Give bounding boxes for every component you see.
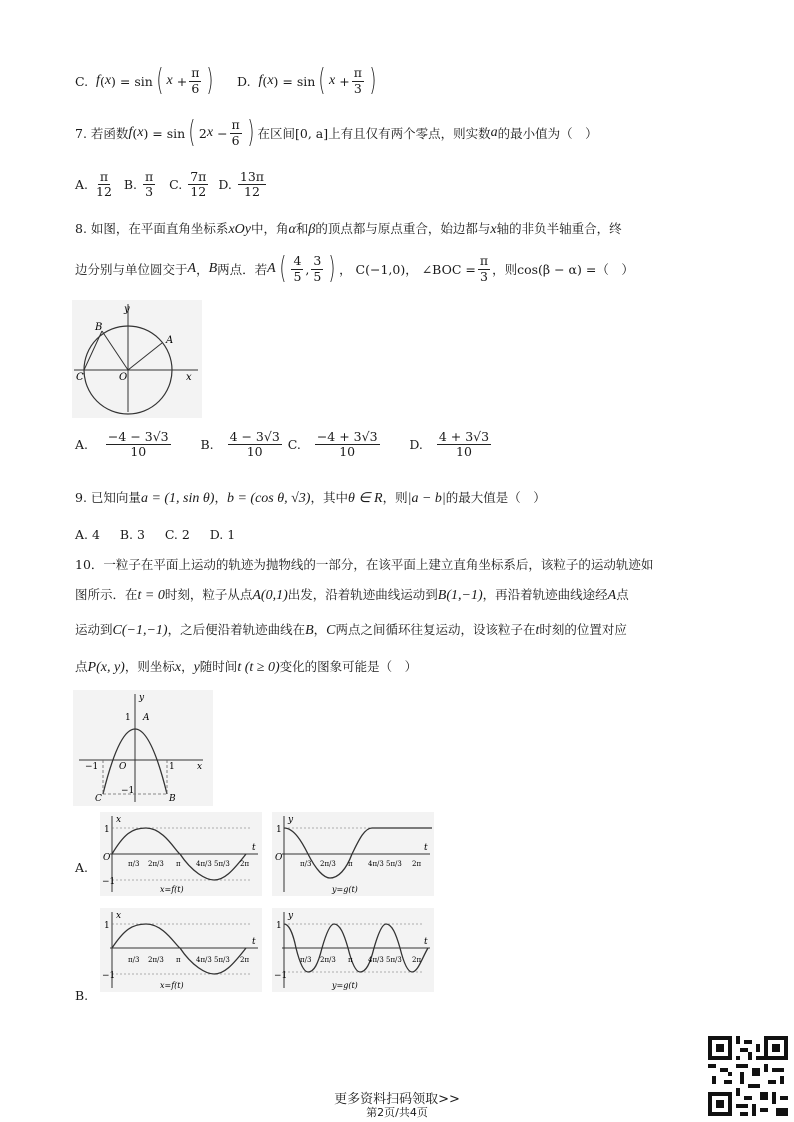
q10-text4c: ， [181, 659, 194, 674]
ga-x-tick-pi: π [176, 860, 181, 868]
q7-option-a-den: 12 [96, 184, 112, 200]
q8-option-b-num: 4 − 3√3 [229, 429, 280, 444]
question-8-line1 [75, 221, 622, 239]
q9-option-d-value: 1 [227, 527, 236, 542]
q8-angle-den: 3 [479, 268, 488, 284]
q7-option-d-num: 13π [239, 169, 265, 184]
q9-text-a: 已知向量 [90, 490, 141, 505]
gb-x-caption: x=f(t) [160, 981, 184, 990]
q10-tn: t [535, 623, 540, 638]
q9-number: 9. [75, 490, 87, 505]
q8-then: ，则 [492, 261, 518, 277]
gb-x-tick-5pi3: 5π/3 [214, 956, 230, 964]
q9-vec-a: a = (1, sin θ) [140, 491, 215, 506]
q10-Cn: C [326, 623, 336, 638]
q7-number: 7. [75, 125, 87, 141]
q7-option-b-num: π [145, 169, 154, 184]
q8-option-d-num: 4 + 3√3 [438, 429, 490, 444]
q10-text2d: ，再沿着轨迹曲线途经 [482, 587, 608, 602]
gb-y-one: 1 [276, 921, 282, 931]
gb-x-tick-2pi3: 2π/3 [148, 956, 164, 964]
q8-option-c-num: −4 + 3√3 [316, 429, 378, 444]
q8-cos: cos(β − α) =（ ） [517, 261, 634, 277]
q10-C1: C(−1,−1) [112, 623, 168, 638]
ga-y-caption: y=g(t) [332, 885, 358, 894]
q10-parabola-figure [73, 690, 213, 806]
fig8-O-label: O [119, 372, 128, 383]
q10-option-b [75, 988, 88, 1003]
q10-text3c: ， [313, 622, 327, 637]
ga-x-one: 1 [104, 825, 110, 835]
option-c-label: C. [75, 73, 89, 89]
ga-y-tick-4pi3: 4π/3 [368, 860, 384, 868]
q10-option-a-label: A. [75, 860, 89, 875]
question-10-line4 [75, 659, 417, 677]
q10-text3d: 两点之间循环往复运动，设该粒子在 [335, 622, 536, 637]
q9-option-a-label: A. [75, 527, 89, 542]
q10-option-a-y-graph [272, 812, 434, 896]
q8-option-b-den: 10 [246, 444, 263, 460]
option-d-label: D. [237, 73, 251, 89]
parab-mone-label: −1 [85, 762, 99, 772]
q8-A: A [187, 260, 197, 276]
q7-option-a-num: π [99, 169, 109, 184]
q8-A-x-den: 5 [293, 268, 302, 284]
q10-B1: B(1,−1) [437, 588, 483, 603]
q8-text1b: 中，角 [250, 221, 289, 236]
gb-y-tick-pi3: π/3 [300, 956, 312, 964]
q9-options [75, 527, 235, 542]
q8-beta: β [308, 222, 316, 237]
ga-x-tick-pi3: π/3 [128, 860, 140, 868]
q9-option-b-value: 3 [136, 527, 145, 542]
gb-y-tick-4pi3: 4π/3 [368, 956, 384, 964]
question-10-line1 [75, 557, 653, 572]
q7-text: 若函数 [90, 125, 129, 141]
question-9 [75, 490, 546, 508]
q10-text1: 10．一粒子在平面上运动的轨迹为抛物线的一部分，在该平面上建立直角坐标系后，该粒子的运动轨迹如 [75, 557, 654, 572]
footer-page-number [0, 1104, 794, 1120]
q7-option-b-den: 3 [145, 184, 154, 200]
q8-text2b: 两点．若 [217, 261, 268, 277]
q7-text-post: 上有且仅有两个零点，则实数 [328, 125, 491, 141]
q9-option-c-label: C. [164, 527, 178, 542]
q10-text4b: ，则坐标 [124, 659, 175, 674]
q10-text2b: 时刻，粒子从点 [164, 587, 253, 602]
q10-option-a [75, 860, 88, 875]
q10-tcond: t (t ≥ 0) [237, 660, 280, 675]
q9-text-d: ，则 [382, 490, 408, 505]
q7-option-c-den: 12 [190, 184, 207, 200]
fig8-y-label: y [124, 304, 130, 315]
q8-option-d-den: 10 [456, 444, 472, 460]
q10-Bn: B [305, 623, 314, 638]
gb-y-caption: y=g(t) [332, 981, 358, 990]
q7-option-d-label: D. [218, 177, 232, 193]
parab-x-label: x [197, 762, 203, 772]
parab-O-label: O [119, 762, 127, 772]
q10-Pxy: P(x, y) [87, 660, 125, 675]
gb-y-tick-2pi: 2π [412, 956, 422, 964]
q8-A-y-den: 5 [313, 268, 322, 284]
q8-text1c: 的顶点都与原点重合，始边都与 [315, 221, 491, 236]
parab-mone2-label: −1 [121, 786, 135, 796]
ga-y-t: t [424, 843, 428, 853]
ga-y-tick-2pi3: 2π/3 [320, 860, 336, 868]
q8-option-a-den: 10 [130, 444, 147, 460]
q9-option-d-label: D. [209, 527, 224, 542]
page-number: 第2页/共4页 [366, 1106, 428, 1119]
q9-text-c: ，其中 [310, 490, 348, 505]
question-10-line2 [75, 587, 629, 605]
gb-y-t: t [424, 937, 428, 947]
ga-x-axis-label: x [116, 815, 122, 825]
question-8-line2: 边分别与单位圆交于 A ， B 两点．若 A ( $\frac{4}{5}$ , $\frac{3}{5}$ ) ， C(−1,0) ， ∠BOC = $\frac{\pi}{3}$ ，则 cos(β − α) =（ ） [75, 251, 634, 286]
ga-x-caption: x=f(t) [160, 885, 184, 894]
q9-option-a-value: 4 [92, 527, 100, 542]
q8-text2a: 边分别与单位圆交于 [75, 261, 188, 277]
q8-angle: ∠BOC = [421, 261, 476, 277]
q9-text-b: ， [214, 490, 227, 505]
q10-text4e: 变化的图象可能是（ ） [279, 659, 418, 674]
q8-text1d: 轴的非负半轴重合，终 [496, 221, 622, 236]
q10-yn: y [193, 660, 200, 675]
ga-y-one: 1 [276, 825, 282, 835]
q9-option-b-label: B. [119, 527, 133, 542]
q10-option-b-x-graph [100, 908, 262, 992]
ga-x-tick-4pi3: 4π/3 [196, 860, 212, 868]
ga-x-tick-2pi: 2π [240, 860, 250, 868]
fig8-x-label: x [186, 372, 192, 383]
q10-text3b: ，之后便沿着轨迹曲线在 [167, 622, 306, 637]
parab-A-label: A [143, 713, 150, 723]
parab-y-label: y [139, 693, 145, 703]
q9-theta: θ ∈ R [347, 491, 383, 506]
q7-text-mid: 在区间 [257, 125, 295, 141]
q10-text2c: 出发，沿着轨迹曲线运动到 [287, 587, 438, 602]
fig8-B-label: B [95, 322, 103, 333]
q8-option-b-label: B. [200, 437, 214, 453]
gb-y-tick-pi: π [348, 956, 353, 964]
q7-interval: [0, a] [295, 125, 329, 141]
parab-C-label: C [95, 794, 102, 804]
q10-t0: t = 0 [137, 588, 165, 603]
q10-option-b-y-graph [272, 908, 434, 992]
fig8-A-label: A [166, 335, 174, 346]
q7-options [75, 170, 268, 200]
q8-option-a-label: A. [75, 437, 89, 453]
q10-text3a: 运动到 [75, 622, 113, 637]
ga-x-mone: −1 [102, 877, 116, 887]
q8-A2: A [267, 260, 276, 276]
ga-x-O: O [103, 853, 111, 863]
ga-y-tick-2pi: 2π [412, 860, 422, 868]
q8-alpha: α [288, 222, 296, 237]
ga-x-t: t [252, 843, 256, 853]
footer-more-link[interactable]: 更多资料扫码领取>> [334, 1092, 460, 1107]
ga-y-tick-5pi3: 5π/3 [386, 860, 402, 868]
q8-comma: ， [196, 261, 209, 277]
q10-text4a: 点 [75, 659, 88, 674]
q10-option-a-x-graph [100, 812, 262, 896]
gb-x-tick-pi: π [176, 956, 181, 964]
q8-B: B [208, 260, 218, 276]
q7-var: a [490, 124, 498, 140]
q9-vec-b: b = (cos θ, √3) [226, 491, 311, 506]
options-row-q6: C. f ( x ) = sin ( x + $\frac{\pi}{6}$ ) D. f ( x ) = sin ( x + $\frac{\pi}{3}$ ) [75, 63, 377, 98]
question-10-line3 [75, 622, 627, 640]
q8-option-c-label: C. [287, 437, 301, 453]
q10-text3e: 时刻的位置对应 [539, 622, 627, 637]
gb-y-mone: −1 [274, 971, 288, 981]
q10-Aname: A [607, 588, 617, 603]
gb-x-mone: −1 [102, 971, 116, 981]
ga-y-axis-label: y [288, 815, 294, 825]
gb-y-tick-5pi3: 5π/3 [386, 956, 402, 964]
parab-B-label: B [169, 794, 176, 804]
q7-option-a-label: A. [75, 177, 89, 193]
q10-xn: x [174, 660, 182, 675]
q8-xoy: xOy [228, 222, 251, 237]
q8-option-d-label: D. [409, 437, 423, 453]
parab-one-label: 1 [125, 713, 131, 723]
q8-A-x-num: 4 [293, 253, 302, 269]
q8-angle-num: π [479, 253, 489, 269]
q8-text1: 如图，在平面直角坐标系 [90, 221, 229, 236]
q10-text2e: 点 [616, 587, 629, 602]
q8-number: 8. [75, 221, 87, 236]
gb-y-tick-2pi3: 2π/3 [320, 956, 336, 964]
q10-text2a: 图所示．在 [75, 587, 138, 602]
ga-y-tick-pi3: π/3 [300, 860, 312, 868]
q9-option-c-value: 2 [181, 527, 190, 542]
q10-text4d: 随时间 [199, 659, 238, 674]
q7-option-d-den: 12 [244, 184, 260, 200]
q7-option-b-label: B. [123, 177, 138, 193]
gb-x-tick-4pi3: 4π/3 [196, 956, 212, 964]
ga-y-tick-pi: π [348, 860, 353, 868]
q8-A-y-num: 3 [313, 253, 322, 269]
q8-option-c-den: 10 [339, 444, 356, 460]
q9-norm: |a − b| [407, 491, 446, 506]
gb-x-tick-2pi: 2π [240, 956, 250, 964]
q8-option-a-num: −4 − 3√3 [107, 429, 169, 444]
gb-y-axis-label: y [288, 911, 294, 921]
q9-text-e: 的最大值是（ ） [445, 490, 546, 505]
ga-x-tick-2pi3: 2π/3 [148, 860, 164, 868]
gb-x-one: 1 [104, 921, 110, 931]
q8-options [75, 430, 493, 460]
gb-x-axis-label: x [116, 911, 122, 921]
fig8-C-label: C [76, 372, 84, 383]
q7-option-c-num: 7π [190, 169, 207, 184]
q7-option-c-label: C. [169, 177, 183, 193]
q10-option-b-label: B. [75, 988, 89, 1003]
gb-x-tick-pi3: π/3 [128, 956, 140, 964]
q8-C-point: C(−1,0) [355, 261, 406, 277]
q7-tail: 的最小值为（ ） [497, 125, 598, 141]
gb-x-t: t [252, 937, 256, 947]
question-7: 7. 若函数 f ( x ) = sin ( 2 x − $\frac{\pi}{6}$ ) 在区间 [0, a] 上有且仅有两个零点，则实数 a 的最小值为（ ） [75, 115, 598, 150]
q8-x: x [490, 222, 497, 237]
parab-pone-label: 1 [169, 762, 175, 772]
q8-and: 和 [295, 221, 309, 236]
q8-unit-circle-figure [72, 300, 202, 418]
ga-y-O: O [275, 853, 283, 863]
q10-A01: A(0,1) [252, 588, 288, 603]
ga-x-tick-5pi3: 5π/3 [214, 860, 230, 868]
